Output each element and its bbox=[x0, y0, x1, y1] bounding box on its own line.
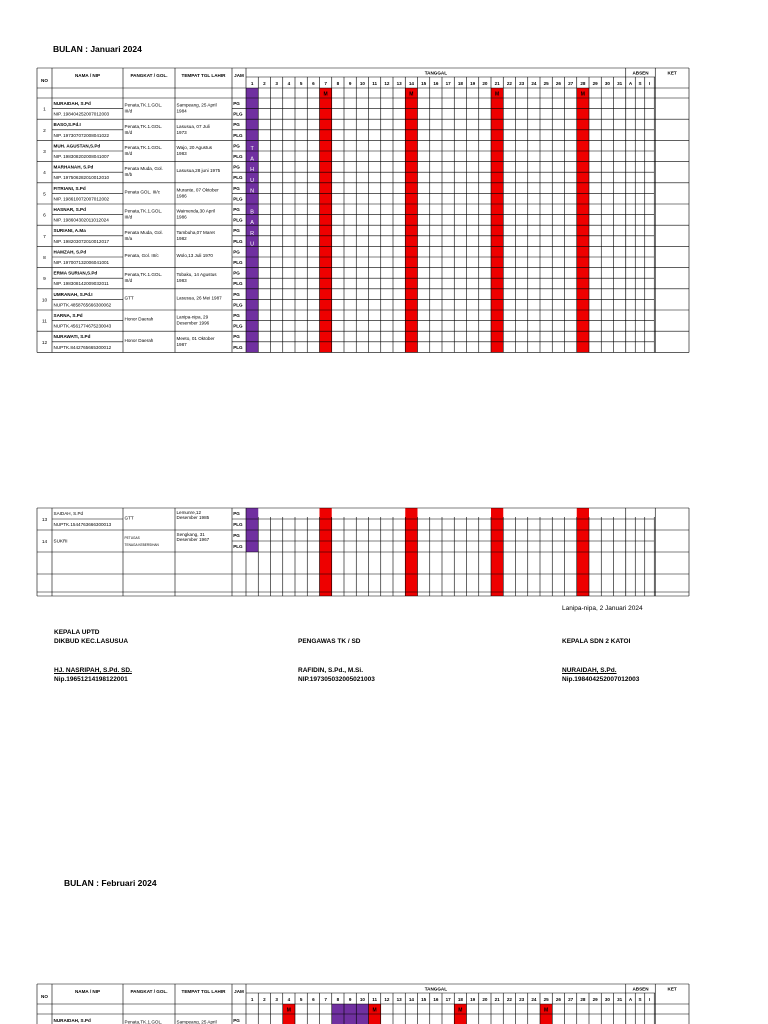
holiday-letter: T bbox=[250, 146, 254, 152]
day-number: 20 bbox=[482, 997, 488, 1002]
jam-plg: PLG bbox=[233, 281, 243, 287]
jam-pg: PG bbox=[233, 249, 240, 255]
header-absen: ABSEN bbox=[632, 70, 649, 76]
employee-ttl: 1983 bbox=[176, 151, 187, 156]
day-number: 1 bbox=[250, 997, 254, 1002]
jam-plg: PLG bbox=[233, 111, 243, 117]
employee-ttl: Tambuha,07 Maret bbox=[176, 229, 215, 235]
day-number: 30 bbox=[604, 81, 610, 86]
employee-pangkat: Penata GOL. III/c bbox=[124, 189, 160, 195]
jam-pg: PG bbox=[233, 1018, 240, 1023]
signature-middle-name: RAFIDIN, S.Pd., M.Si. bbox=[298, 667, 364, 674]
header-pangkat: PANGKAT / GOL. bbox=[130, 73, 168, 78]
day-number: 18 bbox=[457, 997, 463, 1002]
jam-plg: PLG bbox=[233, 132, 243, 138]
day-number: 24 bbox=[531, 997, 537, 1002]
header-ket: KET bbox=[667, 70, 677, 76]
sunday-column bbox=[491, 88, 503, 352]
employee-name: HAMZAH, S.Pd bbox=[53, 249, 87, 255]
absen-col-s: S bbox=[638, 997, 642, 1002]
jam-pg: PG bbox=[233, 270, 240, 276]
employee-pangkat: Honor Daerah bbox=[124, 337, 154, 343]
header-jam: JAM bbox=[234, 73, 244, 78]
day-number: 23 bbox=[519, 997, 525, 1002]
month-value: : Januari 2024 bbox=[85, 44, 142, 54]
employee-ttl: Desember 1985 bbox=[176, 515, 210, 520]
employee-pangkat: TENAGA KEBERSIHAN bbox=[124, 543, 159, 547]
employee-ttl: Lasusua,28 juni 1975 bbox=[176, 168, 221, 174]
row-number: 8 bbox=[43, 256, 46, 261]
signature-right-title1: KEPALA SDN 2 KATOI bbox=[562, 638, 631, 645]
day-number: 13 bbox=[396, 997, 402, 1002]
header-absen: ABSEN bbox=[632, 986, 649, 992]
day-number: 11 bbox=[372, 997, 378, 1002]
day-number: 15 bbox=[421, 997, 427, 1002]
signature-left-title1: KEPALA UPTD bbox=[54, 629, 100, 636]
day-number: 9 bbox=[348, 81, 352, 86]
employee-ttl: Desember 1967 bbox=[176, 537, 210, 542]
holiday-letter: N bbox=[250, 188, 255, 195]
day-number: 19 bbox=[470, 997, 476, 1002]
day-number: 22 bbox=[506, 81, 512, 86]
employee-name: HASNAR, S.Pd bbox=[53, 207, 86, 212]
employee-ttl: Wolo,13 Juli 1970 bbox=[176, 253, 213, 258]
holiday-letter: H bbox=[250, 167, 255, 174]
employee-pangkat: GTT bbox=[124, 515, 134, 521]
employee-name: SARNA, S.Pd bbox=[53, 313, 83, 318]
row-number: 2 bbox=[43, 128, 46, 134]
day-number: 16 bbox=[433, 997, 439, 1002]
employee-ttl: Wajo, 20 Agustus bbox=[176, 145, 213, 150]
employee-name: NURAIDAH, S.Pd bbox=[53, 101, 91, 106]
day-number: 12 bbox=[384, 81, 390, 86]
jam-pg: PG bbox=[233, 101, 240, 106]
sunday-mark: M bbox=[580, 91, 585, 98]
employee-pangkat: Penata,TK.1.GOL. bbox=[124, 102, 163, 108]
day-number: 26 bbox=[555, 997, 561, 1002]
employee-pangkat: III/d bbox=[124, 108, 133, 114]
employee-pangkat: III/d bbox=[124, 278, 133, 284]
day-number: 18 bbox=[457, 81, 463, 86]
employee-pangkat: III/d bbox=[124, 151, 133, 156]
employee-nip: NIP. 197307072008041022 bbox=[53, 132, 110, 138]
jam-plg: PLG bbox=[233, 323, 243, 329]
day-number: 11 bbox=[372, 81, 378, 86]
header-tanggal: TANGGAL bbox=[424, 70, 448, 76]
header-jam: JAM bbox=[234, 989, 244, 994]
employee-name: MARHANAH, S.Pd bbox=[53, 164, 94, 170]
row-number: 11 bbox=[42, 319, 47, 325]
day-number: 7 bbox=[324, 81, 327, 86]
jam-pg: PG bbox=[233, 185, 240, 191]
row-number: 3 bbox=[43, 150, 46, 155]
employee-ttl: Murante, 07 Oktober bbox=[176, 187, 219, 193]
header-no: NO bbox=[41, 78, 48, 83]
day-number: 29 bbox=[592, 997, 598, 1002]
day-number: 13 bbox=[396, 81, 402, 86]
day-number: 16 bbox=[433, 81, 439, 86]
employee-name: NURAWATI, S.Pd bbox=[53, 334, 91, 340]
month-label: BULAN bbox=[64, 878, 94, 888]
signature-right-nip: Nip.198404252007012003 bbox=[562, 676, 640, 683]
day-number: 29 bbox=[592, 81, 598, 86]
sunday-mark: M bbox=[544, 1007, 549, 1014]
header-pangkat: PANGKAT / GOL. bbox=[130, 989, 168, 994]
employee-pangkat: Penata,TK.1.GOL. bbox=[124, 145, 163, 150]
employee-nip: NIP. 197506282010012010 bbox=[53, 175, 110, 181]
day-number: 2 bbox=[263, 81, 266, 86]
absen-col-i: I bbox=[648, 81, 651, 86]
jam-plg: PLG bbox=[233, 522, 243, 527]
employee-ttl: Lemunre,12 bbox=[176, 510, 202, 515]
employee-pangkat: Honor Daerah bbox=[124, 316, 154, 322]
employee-ttl: 1983 bbox=[176, 278, 187, 284]
jam-plg: PLG bbox=[233, 238, 243, 244]
employee-pangkat: Penata,TK.1.GOL. bbox=[124, 123, 163, 129]
day-number: 14 bbox=[408, 81, 414, 86]
day-number: 4 bbox=[287, 81, 291, 86]
day-number: 8 bbox=[336, 81, 340, 86]
jam-pg: PG bbox=[233, 122, 240, 128]
jam-plg: PLG bbox=[233, 196, 243, 202]
sunday-column bbox=[577, 88, 589, 352]
row-number: 6 bbox=[43, 213, 46, 219]
day-number: 10 bbox=[359, 997, 365, 1002]
day-number: 3 bbox=[275, 997, 278, 1002]
jam-pg: PG bbox=[233, 164, 240, 170]
employee-nip: NIP. 198203072010012017 bbox=[53, 238, 110, 244]
signature-left bbox=[54, 628, 132, 684]
day-number: 17 bbox=[445, 81, 451, 86]
employee-ttl: 1982 bbox=[176, 235, 187, 241]
employee-name: SUKRI bbox=[53, 538, 68, 544]
sunday-mark: M bbox=[495, 91, 500, 98]
jam-plg: PLG bbox=[233, 154, 243, 159]
employee-pangkat: III/b bbox=[124, 172, 133, 178]
absen-col-s: S bbox=[638, 81, 642, 86]
signature-left-nip: Nip.19651214198122001 bbox=[54, 676, 128, 683]
employee-ttl: 1973 bbox=[176, 129, 187, 135]
employee-pangkat: Penata, Gol. III/c bbox=[124, 253, 159, 258]
employee-pangkat: III/d bbox=[124, 214, 133, 220]
employee-ttl: Sampeang, 25 April bbox=[176, 102, 217, 108]
signature-left-title2: DIKBUD KEC.LASUSUA bbox=[54, 638, 129, 645]
day-number: 23 bbox=[519, 81, 525, 86]
employee-name: FITRIANI, S.Pd bbox=[53, 185, 86, 191]
header-no: NO bbox=[41, 994, 48, 999]
employee-nip: NUPTK.4858765666300062 bbox=[53, 302, 112, 308]
employee-ttl: Waimenda,30 April bbox=[176, 208, 215, 214]
header-nama: NAMA / NIP bbox=[74, 73, 101, 78]
header-tanggal: TANGGAL bbox=[424, 986, 448, 992]
employee-ttl: Sengkang, 31 bbox=[176, 532, 205, 537]
sunday-column bbox=[320, 88, 332, 352]
row-number: 10 bbox=[41, 298, 48, 304]
sunday-mark: M bbox=[323, 91, 328, 98]
jam-plg: PLG bbox=[233, 260, 243, 265]
sunday-column bbox=[405, 88, 417, 352]
row-number: 12 bbox=[41, 340, 48, 346]
day-number: 2 bbox=[263, 997, 266, 1002]
sunday-mark: M bbox=[409, 91, 414, 98]
employee-nip: NIP. 197007132006041001 bbox=[53, 260, 110, 265]
day-number: 8 bbox=[336, 997, 340, 1002]
employee-ttl: Lanipa-nipa, 29 bbox=[176, 314, 209, 320]
header-ttl: TEMPAT TGL LAHIR bbox=[181, 73, 226, 78]
day-number: 21 bbox=[494, 81, 500, 86]
employee-nip: NUPTK.4561774675230043 bbox=[53, 323, 112, 329]
signature-middle-title1: PENGAWAS TK / SD bbox=[298, 638, 361, 645]
employee-name: SURIANI, A.Ma bbox=[53, 228, 86, 234]
jam-plg: PLG bbox=[233, 175, 243, 181]
signature-middle bbox=[298, 637, 375, 684]
row-number: 1 bbox=[43, 107, 46, 113]
row-number: 9 bbox=[43, 277, 46, 283]
day-number: 28 bbox=[580, 81, 586, 86]
sunday-mark: M bbox=[458, 1007, 463, 1014]
employee-ttl: 1986 bbox=[176, 214, 187, 220]
sunday-mark: M bbox=[372, 1007, 377, 1014]
signature-middle-nip: NIP.197305032005021003 bbox=[298, 676, 375, 683]
employee-nip: NIP. 198308142009032011 bbox=[53, 281, 109, 287]
sunday-mark: M bbox=[286, 1007, 291, 1014]
day-number: 5 bbox=[299, 997, 303, 1002]
employee-ttl: 1984 bbox=[176, 108, 187, 114]
employee-nip: NIP. 198604302011012024 bbox=[53, 217, 109, 223]
jam-plg: PLG bbox=[233, 544, 243, 549]
jam-plg: PLG bbox=[233, 344, 243, 350]
jam-pg: PG bbox=[233, 511, 240, 516]
employee-name: MUH. AGUSTAN,S.Pd bbox=[53, 143, 101, 149]
day-number: 30 bbox=[604, 997, 610, 1002]
absen-col-a: A bbox=[628, 81, 633, 86]
jam-pg: PG bbox=[233, 313, 240, 318]
day-number: 25 bbox=[543, 81, 549, 86]
jam-pg: PG bbox=[233, 291, 240, 297]
employee-ttl: Desember 1996 bbox=[176, 320, 210, 326]
employee-ttl: Lasusua, 07 Juli bbox=[176, 123, 210, 129]
holiday-letter: U bbox=[250, 177, 255, 184]
employee-name: BASO,S.Pd.I bbox=[53, 122, 81, 128]
header-ket: KET bbox=[667, 986, 677, 992]
signature-left-name: HJ. NASRIPAH, S.Pd. SD. bbox=[54, 667, 132, 674]
day-number: 15 bbox=[421, 81, 427, 86]
place-date: Lanipa-nipa, 2 Januari 2024 bbox=[562, 605, 643, 612]
day-number: 22 bbox=[506, 997, 512, 1002]
employee-name: SAIDAH, S.Pd bbox=[53, 511, 84, 516]
jam-plg: PLG bbox=[233, 302, 243, 308]
employee-pangkat: III/a bbox=[124, 235, 133, 241]
employee-pangkat: Penata,TK.1.GOL. bbox=[124, 1019, 163, 1024]
day-number: 21 bbox=[494, 997, 500, 1002]
employee-name: ERMA SURIAN,S.Pd bbox=[53, 270, 98, 276]
employee-ttl: Meeto, 01 Oktober bbox=[176, 335, 215, 341]
holiday-letter: R bbox=[250, 230, 255, 237]
month-value: : Februari 2024 bbox=[96, 878, 157, 888]
absen-col-a: A bbox=[628, 997, 633, 1002]
employee-nip: NIP. 198404252007012003 bbox=[53, 111, 110, 117]
employee-nip: NUPTK.1544763666300013 bbox=[53, 522, 112, 527]
day-number: 20 bbox=[482, 81, 488, 86]
day-number: 24 bbox=[531, 81, 537, 86]
holiday-letter: A bbox=[250, 156, 254, 163]
month-label: BULAN bbox=[53, 44, 83, 54]
day-number: 10 bbox=[359, 81, 365, 86]
holiday-letter: A bbox=[250, 220, 254, 227]
day-number: 28 bbox=[580, 997, 586, 1002]
employee-pangkat: Penata,TK.1.GOL. bbox=[124, 272, 163, 278]
employee-ttl: 1986 bbox=[176, 193, 187, 199]
day-number: 31 bbox=[617, 997, 623, 1002]
employee-pangkat: Penata Muda, Gol. bbox=[124, 229, 163, 235]
jam-plg: PLG bbox=[233, 217, 243, 223]
employee-pangkat: PETUGAS bbox=[124, 536, 140, 540]
employee-nip: NUPTK.8442765665300012 bbox=[53, 344, 112, 350]
day-number: 17 bbox=[445, 997, 451, 1002]
day-number: 1 bbox=[250, 81, 254, 86]
holiday-letter: U bbox=[250, 241, 255, 248]
day-number: 9 bbox=[348, 997, 352, 1002]
jam-pg: PG bbox=[233, 207, 240, 212]
employee-nip: NIP. 198610072007012002 bbox=[53, 196, 110, 202]
holiday-letter: B bbox=[250, 209, 254, 216]
day-number: 27 bbox=[568, 997, 574, 1002]
day-number: 6 bbox=[312, 81, 315, 86]
day-number: 7 bbox=[324, 997, 327, 1002]
day-number: 3 bbox=[275, 81, 278, 86]
employee-pangkat: Penata Muda, Gol. bbox=[124, 166, 163, 172]
header-ttl: TEMPAT TGL LAHIR bbox=[181, 989, 226, 994]
day-number: 19 bbox=[470, 81, 476, 86]
employee-name: UMRANAH, S.Pd.I bbox=[53, 291, 93, 297]
day-number: 4 bbox=[287, 997, 291, 1002]
employee-ttl: Lasusua, 26 Mei 1987 bbox=[176, 295, 222, 301]
day-number: 26 bbox=[555, 81, 561, 86]
jam-pg: PG bbox=[233, 533, 240, 538]
row-number: 7 bbox=[43, 234, 46, 240]
employee-ttl: Sampeang, 25 April bbox=[176, 1019, 217, 1024]
day-number: 12 bbox=[384, 997, 390, 1002]
employee-pangkat: Penata,TK.1.GOL. bbox=[124, 208, 163, 214]
signature-right-name: NURAIDAH, S.Pd. bbox=[562, 667, 617, 674]
day-number: 25 bbox=[543, 997, 549, 1002]
day-number: 27 bbox=[568, 81, 574, 86]
row-number: 5 bbox=[43, 192, 46, 198]
header-nama: NAMA / NIP bbox=[74, 989, 101, 994]
day-number: 14 bbox=[408, 997, 414, 1002]
jam-pg: PG bbox=[233, 334, 240, 340]
employee-nip: NIP. 198308202008041007 bbox=[53, 154, 110, 159]
jam-pg: PG bbox=[233, 228, 240, 234]
day-number: 6 bbox=[312, 997, 315, 1002]
employee-pangkat: III/d bbox=[124, 129, 133, 135]
day-number: 31 bbox=[617, 81, 623, 86]
row-number: 14 bbox=[41, 540, 48, 545]
row-number: 13 bbox=[41, 518, 48, 523]
employee-ttl: 1987 bbox=[176, 341, 187, 347]
employee-pangkat: GTT bbox=[124, 295, 134, 301]
employee-ttl: Tobaku, 14 Agustus bbox=[176, 272, 217, 278]
signature-right bbox=[562, 637, 639, 684]
employee-name: NURAIDAH, S.Pd bbox=[53, 1018, 91, 1023]
absen-col-i: I bbox=[648, 997, 651, 1002]
row-number: 4 bbox=[43, 171, 46, 177]
jam-pg: PG bbox=[233, 143, 240, 149]
day-number: 5 bbox=[299, 81, 303, 86]
